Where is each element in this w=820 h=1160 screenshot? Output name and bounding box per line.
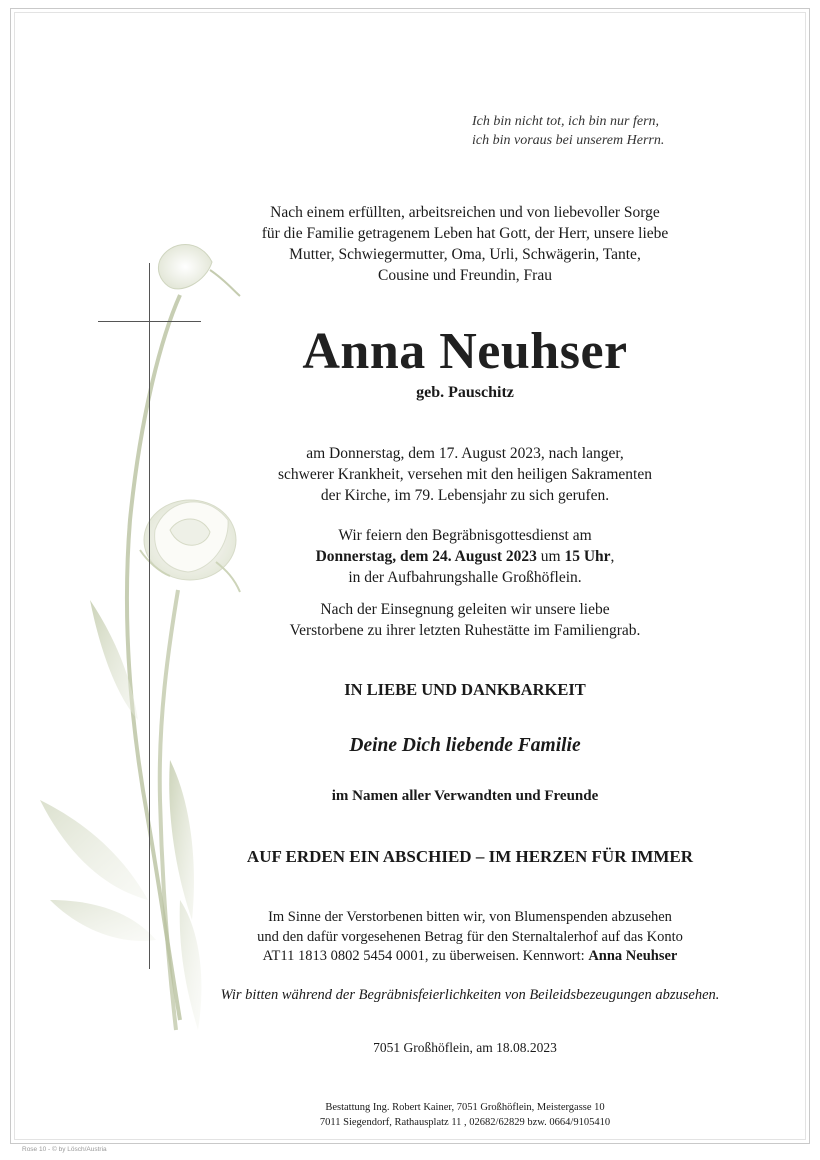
condolence-request: Wir bitten während der Begräbnisfeierlichkeiten von Beileidsbezeugungen abzusehen. (220, 987, 720, 1003)
death-line: schwerer Krankheit, versehen mit den heiligen Sakramenten (277, 466, 652, 483)
birth-name: geb. Pauschitz (416, 384, 514, 401)
donation-account: AT11 1813 0802 5454 0001, zu überweisen. Kennwort: (262, 948, 585, 964)
family-signature: Deine Dich liebende Familie (349, 735, 581, 756)
death-line: der Kirche, im 79. Lebensjahr zu sich gerufen. (320, 487, 610, 504)
burial-notice (200, 599, 730, 641)
undertaker-info (200, 1100, 730, 1130)
funeral-comma: , (610, 548, 615, 565)
donation-line: Im Sinne der Verstorbenen bitten wir, von Blumenspenden abzusehen (268, 909, 672, 925)
love-heading: IN LIEBE UND DANKBARKEIT (344, 680, 586, 699)
funeral-service (200, 525, 730, 588)
motto-quote (472, 112, 772, 150)
intro-line: Nach einem erfüllten, arbeitsreichen und von liebevoller Sorge (270, 204, 660, 221)
intro-line: Mutter, Schwiegermutter, Oma, Urli, Schwägerin, Tante, (289, 246, 641, 263)
funeral-time: 15 Uhr (564, 548, 611, 565)
funeral-connector: um (540, 548, 561, 565)
intro-line: für die Familie getragenem Leben hat Gott, der Herr, unsere liebe (261, 225, 669, 242)
donation-request (180, 908, 760, 967)
funeral-date-line (200, 546, 730, 567)
cross-vertical (149, 263, 150, 969)
intro-text (215, 202, 715, 286)
intro-line: Cousine und Freundin, Frau (378, 267, 552, 284)
relatives-line: im Namen aller Verwandten und Freunde (331, 788, 599, 804)
motto-line: ich bin voraus bei unserem Herrn. (472, 133, 665, 148)
undertaker-line: 7011 Siegendorf, Rathausplatz 11 , 02682/62829 bzw. 0664/9105410 (319, 1117, 611, 1128)
copyright-note: Rose 10 - © by Lösch/Austria (22, 1146, 107, 1153)
donation-account-line (180, 947, 760, 967)
motto-line: Ich bin nicht tot, ich bin nur fern, (472, 114, 660, 129)
cross-horizontal (98, 321, 201, 322)
burial-line: Verstorbene zu ihrer letzten Ruhestätte im Familiengrab. (289, 622, 641, 639)
death-notice (200, 443, 730, 506)
undertaker-line: Bestattung Ing. Robert Kainer, 7051 Großhöflein, Meistergasse 10 (325, 1102, 605, 1113)
farewell-heading: AUF ERDEN EIN ABSCHIED – IM HERZEN FÜR IMMER (246, 847, 694, 866)
place-date: 7051 Großhöflein, am 18.08.2023 (373, 1040, 557, 1055)
funeral-line: Wir feiern den Begräbnisgottesdienst am (338, 527, 592, 544)
funeral-line: in der Aufbahrungshalle Großhöflein. (348, 569, 582, 586)
death-line: am Donnerstag, dem 17. August 2023, nach langer, (306, 445, 624, 462)
donation-keyword: Anna Neuhser (588, 948, 678, 964)
burial-line: Nach der Einsegnung geleiten wir unsere liebe (320, 601, 610, 618)
funeral-date: Donnerstag, dem 24. August 2023 (315, 548, 537, 565)
deceased-name: Anna Neuhser (302, 323, 628, 380)
donation-line: und den dafür vorgesehenen Betrag für den Sternaltalerhof auf das Konto (257, 928, 683, 945)
